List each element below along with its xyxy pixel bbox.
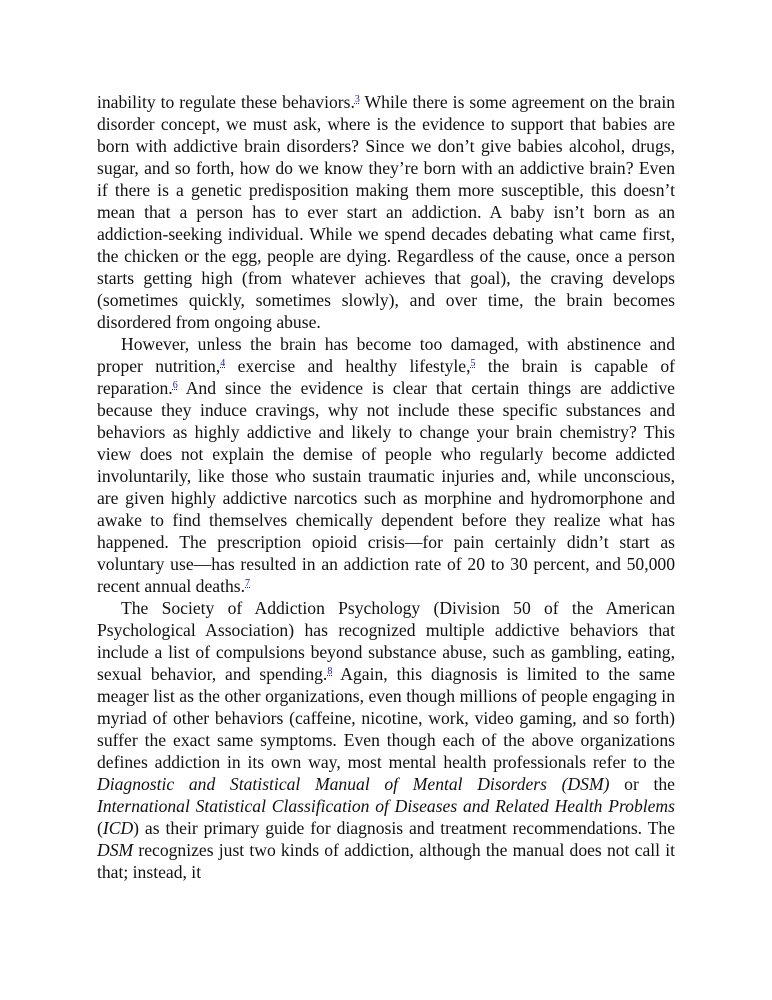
text-run: ( xyxy=(97,818,103,838)
text-run: However, unless the brain has become too damaged, with abstinence and proper nutrition, xyxy=(97,334,675,376)
paragraph-1 xyxy=(97,91,675,333)
footnote-link[interactable]: 5 xyxy=(470,358,476,369)
text-run: recognizes just two kinds of addiction, although the manual does not call it that; instead, it xyxy=(97,840,675,882)
text-run: Again, this diagnosis is limited to the same meager list as the other organizations, even though millions of people engaging in myriad of other behaviors (caffeine, nicotine, work, video gaming, and so forth) suffer the exact same symptoms. Even though each of the above organizations defines addiction in its own way, most mental health professionals refer to the xyxy=(97,664,676,772)
footnote-link[interactable]: 6 xyxy=(172,380,178,391)
italic-title-icd: International Statistical Classification of Diseases and Related Health Problems xyxy=(97,796,675,816)
footnote-link[interactable]: 8 xyxy=(327,666,333,677)
text-run: While there is some agreement on the brain disorder concept, we must ask, where is the evidence to support that babies are born with addictive brain disorders? Since we don’t give babies alcohol, drugs, sugar, and so forth, how do we know they’re born with an addictive brain? Even if there is a genetic predisposition making them more susceptible, this doesn’t mean that a person has to ever start an addiction. A baby isn’t born as an addiction-seeking individual. While we spend decades debating what came first, the chicken or the egg, people are dying. Regardless of the cause, once a person starts getting high (from whatever achieves that goal), the craving develops (sometimes quickly, sometimes slowly), and over time, the brain becomes disordered from ongoing abuse. xyxy=(97,92,675,332)
paragraph-3 xyxy=(97,597,675,883)
footnote-link[interactable]: 7 xyxy=(245,578,251,589)
footnote-link[interactable]: 4 xyxy=(220,358,226,369)
text-run: or the xyxy=(609,774,675,794)
text-run: And since the evidence is clear that certain things are addictive because they induce cravings, why not include these specific substances and behaviors as highly addictive and likely to change your brain chemistry? This view does not explain the demise of people who regularly become addicted involuntarily, like those who sustain traumatic injuries and, while unconscious, are given highly addictive narcotics such as morphine and hydromorphone and awake to find themselves chemically dependent before they realize what has happened. The prescription opioid crisis—for pain certainly didn’t start as voluntary use—has resulted in an addiction rate of 20 to 30 percent, and 50,000 recent annual deaths. xyxy=(97,378,675,596)
text-run: the brain is capable of reparation. xyxy=(97,356,675,398)
text-run: inability to regulate these behaviors. xyxy=(97,92,355,112)
document-page xyxy=(97,91,675,883)
italic-title-dsm: Diagnostic and Statistical Manual of Mental Disorders (DSM) xyxy=(97,774,610,794)
italic-abbr-dsm: DSM xyxy=(97,840,134,860)
text-run: ) as their primary guide for diagnosis and treatment recommendations. The xyxy=(133,818,675,838)
footnote-ref-7[interactable] xyxy=(245,578,250,589)
text-run: exercise and healthy lifestyle, xyxy=(225,356,471,376)
footnote-link[interactable]: 3 xyxy=(354,94,360,105)
italic-abbr-icd: ICD xyxy=(102,818,134,838)
paragraph-2 xyxy=(97,333,675,597)
text-run: The Society of Addiction Psychology (Division 50 of the American Psychological Association) has recognized multiple addictive behaviors that include a list of compulsions beyond substance abuse, such as gambling, eating, sexual behavior, and spending. xyxy=(97,598,675,684)
